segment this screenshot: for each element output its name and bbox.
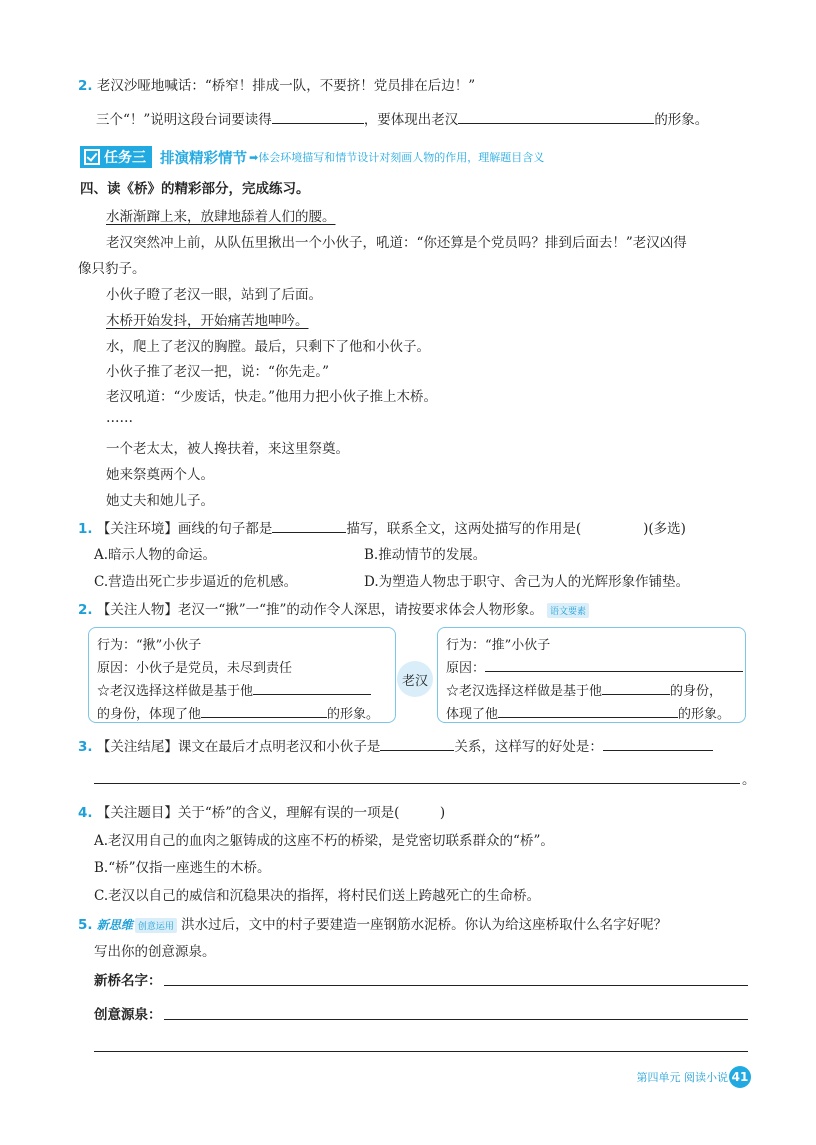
q2-text: 【关注人物】老汉一“揪”一“推”的动作令人深思，请按要求体会人物形象。: [96, 602, 543, 618]
new-bridge-name-label: 新桥名字：: [94, 973, 162, 989]
checkbox-icon: [84, 149, 100, 165]
q5-line: [78, 913, 667, 933]
passage-line: 像只豹子。: [78, 261, 146, 277]
creative-source-label: 创意源泉：: [94, 1007, 162, 1023]
q2-top-prompt-b: ，要体现出老汉: [363, 112, 459, 128]
passage-line: 小伙子瞪了老汉一眼，站到了后面。: [106, 287, 322, 303]
q3-text-a: 【关注结尾】课文在最后才点明老汉和小伙子是: [96, 739, 381, 755]
q3-line: [78, 735, 713, 755]
q4-text: 【关注题目】关于“桥”的含义，理解有误的一项是( ): [96, 805, 446, 821]
answer-blank[interactable]: [380, 736, 454, 751]
bridge-name-answer-line[interactable]: [164, 985, 748, 986]
q5-text: 洪水过后，文中的村子要建造一座钢筋水泥桥。你认为给这座桥取什么名字好呢？: [181, 917, 668, 933]
q2-top-prompt-c: 的形象。: [654, 112, 709, 128]
answer-blank[interactable]: [498, 703, 678, 718]
answer-blank[interactable]: [458, 109, 654, 124]
answer-blank[interactable]: [602, 680, 670, 695]
task-badge: [80, 146, 152, 168]
right-box-action: 行为：“推”小伙子: [446, 638, 551, 653]
q5-line2: 写出你的创意源泉。: [94, 944, 216, 960]
creative-source-answer-line[interactable]: [164, 1019, 748, 1020]
right-box-reason: 原因：: [446, 661, 486, 676]
left-box-action: 行为：“揪”小伙子: [97, 638, 202, 653]
left-box-reason: 原因：小伙子是党员，未尽到责任: [97, 661, 293, 676]
q4-option-c: C.老汉以自己的威信和沉稳果决的指挥，将村民们送上跨越死亡的生命桥。: [94, 888, 541, 904]
task-title: 排演精彩情节: [160, 150, 247, 167]
passage-line-underlined: 木桥开始发抖，开始痛苦地呻吟。: [106, 313, 309, 329]
q2-top-line: [78, 74, 475, 94]
passage-line: 她来祭奠两个人。: [106, 467, 214, 483]
q2-left-box: [88, 627, 396, 723]
q3-end: 。: [742, 772, 756, 788]
passage-line: 小伙子推了老汉一把，说：“你先走。”: [106, 364, 330, 380]
q3-number: 3.: [78, 739, 93, 755]
q2-top-prompt-a: 三个“！”说明这段台词要读得: [96, 112, 272, 128]
passage-line: ……: [106, 410, 133, 426]
task-description: ➡体会环境描写和情节设计对刻画人物的作用，理解题目含义: [249, 151, 545, 164]
q1-number: 1.: [78, 521, 93, 537]
q1-text-c: )(多选): [643, 521, 686, 537]
q2-top-answer-line: [96, 108, 708, 128]
answer-blank[interactable]: [272, 109, 364, 124]
creative-badge: 创意运用: [135, 918, 177, 933]
q1-option-c: C.营造出死亡步步逼近的危机感。: [94, 574, 298, 590]
answer-line[interactable]: [94, 783, 740, 784]
q1-option-d: D.为塑造人物忠于职守、舍己为人的光辉形象作铺垫。: [364, 574, 690, 590]
q4-option-a: A.老汉用自己的血肉之躯铸成的这座不朽的桥梁，是党密切联系群众的“桥”。: [94, 833, 554, 849]
task-banner: [80, 146, 544, 168]
page-number: 41: [729, 1066, 751, 1088]
answer-line[interactable]: [94, 1051, 748, 1052]
passage-line: 老汉突然冲上前，从队伍里揪出一个小伙子，吼道：“你还算是个党员吗？排到后面去！”老汉凶得: [106, 235, 687, 251]
left-box-prompt-c: 的形象。: [327, 707, 380, 722]
passage-line: 她丈夫和她儿子。: [106, 493, 214, 509]
q2-right-box: [437, 627, 746, 723]
q4-line: [78, 801, 445, 821]
left-box-prompt-b: 的身份，体现了他: [97, 707, 202, 722]
right-box-prompt-c: 体现了他: [446, 707, 499, 722]
right-box-prompt-b: 的身份，: [670, 684, 723, 699]
footer-unit: 第四单元 阅读小说: [636, 1071, 728, 1084]
q1-line: [78, 517, 686, 537]
passage-line: 老汉吼道：“少废话，快走。”他用力把小伙子推上木桥。: [106, 389, 438, 405]
q1-option-a: A.暗示人物的命运。: [94, 547, 217, 563]
answer-blank[interactable]: [272, 518, 346, 533]
q2-line: [78, 598, 589, 618]
q3-text-b: 关系，这样写的好处是：: [454, 739, 603, 755]
q2-top-number: 2.: [78, 78, 93, 94]
right-box-prompt: ☆老汉选择这样做是基于他: [446, 684, 603, 699]
task-badge-label: 任务三: [104, 150, 146, 166]
q5-number: 5.: [78, 917, 93, 933]
q1-option-b: B.推动情节的发展。: [364, 547, 487, 563]
answer-blank[interactable]: [485, 657, 743, 672]
passage-line-underlined: 水渐渐蹿上来，放肆地舔着人们的腰。: [106, 209, 336, 225]
q4-number: 4.: [78, 805, 93, 821]
q2-badge: 语文要素: [547, 603, 589, 618]
new-thinking-badge: 新思维: [96, 918, 133, 932]
q1-text-a: 【关注环境】画线的句子都是: [96, 521, 273, 537]
center-tag: 老汉: [397, 661, 433, 697]
q1-text-b: 描写，联系全文，这两处描写的作用是(: [346, 521, 582, 537]
q2-top-text: 老汉沙哑地喊话：“桥窄！排成一队，不要挤！党员排在后边！”: [96, 78, 476, 94]
left-box-prompt: ☆老汉选择这样做是基于他: [97, 684, 254, 699]
answer-blank[interactable]: [253, 680, 371, 695]
answer-blank[interactable]: [201, 703, 327, 718]
section-title: 四、读《桥》的精彩部分，完成练习。: [80, 181, 310, 197]
passage-line: 一个老太太，被人搀扶着，来这里祭奠。: [106, 441, 349, 457]
q4-option-b: B.“桥”仅指一座逃生的木桥。: [94, 860, 271, 876]
passage-line: 水，爬上了老汉的胸膛。最后，只剩下了他和小伙子。: [106, 339, 430, 355]
answer-blank[interactable]: [603, 736, 713, 751]
q2-number: 2.: [78, 602, 93, 618]
right-box-prompt-d: 的形象。: [678, 707, 731, 722]
